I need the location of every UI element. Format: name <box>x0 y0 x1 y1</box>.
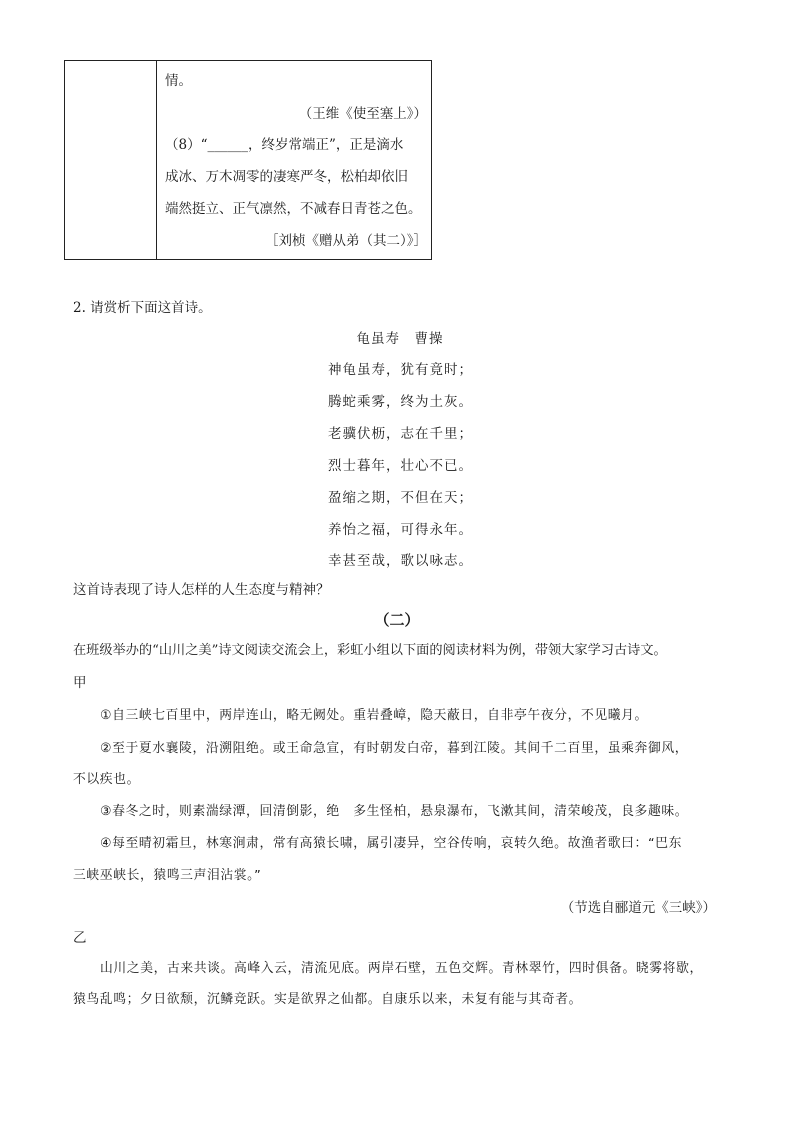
table-line-1: 情。 <box>165 73 192 89</box>
passage-jia-p1: ①自三峡七百里中，两岸连山，略无阙处。重岩叠嶂，隐天蔽日，自非亭午夜分，不见曦月。 <box>100 708 648 723</box>
poem-line: 老骥伏枥，志在千里； <box>328 426 473 442</box>
passage-jia-p2: ②至于夏水襄陵，沿溯阻绝。或王命急宣，有时朝发白帝，暮到江陵。其间千二百里，虽乘奔御风， <box>100 741 689 756</box>
poem-line: 腾蛇乘雾，终为土灰。 <box>328 394 473 410</box>
passage-yi-label: 乙 <box>73 930 87 946</box>
poem-line: 幸甚至哉，歌以咏志。 <box>328 553 473 569</box>
table-line-4: 成冰、万木凋零的凄寒严冬，松柏却依旧 <box>165 169 408 185</box>
question-2-text: 这首诗表现了诗人怎样的人生态度与精神？ <box>73 582 330 598</box>
poem-line: 盈缩之期，不但在天； <box>328 490 473 506</box>
table-line-2: （王维《使至塞上》） <box>298 106 427 122</box>
passage-jia-label: 甲 <box>73 675 87 691</box>
table-line-3: （8）“______，终岁常端正”，正是滴水 <box>165 137 404 153</box>
passage-yi-line-2: 猿鸟乱鸣；夕日欲颓，沉鳞竞跃。实是欲界之仙都。自康乐以来，未复有能与其奇者。 <box>73 992 583 1007</box>
poem-title: 龟虽寿 曹操 <box>356 331 444 347</box>
poem-line: 养怡之福，可得永年。 <box>328 522 473 538</box>
poem-line: 神龟虽寿，犹有竟时； <box>328 362 473 378</box>
passage-jia-p2-cont: 不以疾也。 <box>73 772 140 787</box>
section-intro: 在班级举办的“山川之美”诗文阅读交流会上，彩虹小组以下面的阅读材料为例，带领大家学习古诗文。 <box>73 643 667 658</box>
question-2-prompt: 2. 请赏析下面这首诗。 <box>73 300 212 316</box>
table-line-6: ［刘桢《赠从弟（其二）》］ <box>265 233 427 249</box>
poem-line: 烈士暮年，壮心不已。 <box>328 458 473 474</box>
answer-table <box>64 60 432 260</box>
passage-jia-p4-cont: 三峡巫峡长，猿鸣三声泪沾裳。” <box>73 868 262 883</box>
table-left-cell <box>65 61 157 259</box>
passage-jia-p4: ④每至晴初霜旦，林寒涧肃，常有高猿长啸，属引凄异，空谷传响，哀转久绝。故渔者歌曰：“巴东 <box>100 836 682 851</box>
passage-jia-p3: ③春冬之时，则素湍绿潭，回清倒影，绝 多生怪柏，悬泉瀑布，飞漱其间，清荣峻茂，良多趣味。 <box>100 804 689 819</box>
passage-yi-line-1: 山川之美，古来共谈。高峰入云，清流见底。两岸石壁，五色交辉。青林翠竹，四时俱备。晓雾将歇， <box>100 961 703 976</box>
table-right-cell <box>165 61 427 259</box>
section-title: （二） <box>374 611 420 629</box>
table-line-5: 端然挺立、正气凛然，不减春日青苍之色。 <box>165 201 422 217</box>
passage-source: （节选自郦道元《三峡》） <box>560 900 716 916</box>
